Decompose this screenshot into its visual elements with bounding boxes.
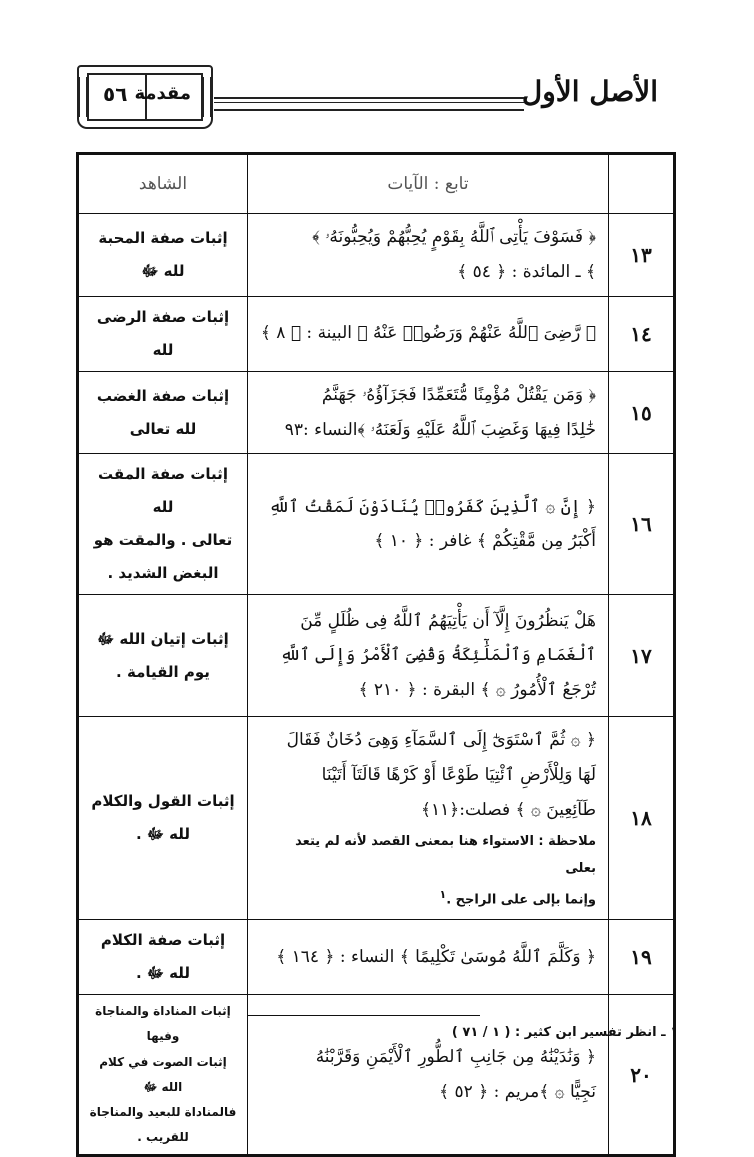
witness-line: لله ﷻ . — [136, 964, 190, 983]
witness-line: إثبات القول والكلام — [91, 792, 235, 811]
verse-line: أَكْبَرُ مِن مَّقْتِكُمْ ﴾ غافر : ﴿ ١٠ ﴾ — [374, 531, 596, 552]
page-number: ٥٦ — [103, 82, 128, 106]
verse-line: ﴿ ۞ ثُمَّ ٱسْتَوَىٰٓ إِلَى ٱلسَّمَآءِ وَهِىَ دُخَانٌ فَقَالَ — [286, 730, 596, 751]
row-number: ١٤ — [609, 296, 675, 371]
verse-line: طَآئِعِينَ ۞ ﴾ فصلت:﴿١١﴾ — [421, 800, 596, 821]
witness-line: إثبات صفة الغضب — [96, 386, 230, 405]
row-number: ١٣ — [609, 214, 675, 297]
verse-cell — [248, 296, 609, 371]
row-number: ١٥ — [609, 371, 675, 454]
witness-line: إثبات صفة الرضى لله — [96, 307, 230, 359]
row-number: ٢٠ — [609, 995, 675, 1156]
table-row — [78, 595, 675, 717]
witness-line: لله تعالى — [129, 419, 197, 438]
witness-cell — [78, 371, 248, 454]
witness-line: لله ﷻ . — [136, 825, 190, 844]
verse-cell — [248, 214, 609, 297]
witness-line: إثبات صفة الكلام — [100, 931, 226, 950]
witness-line: إثبات إتيان الله ﷻ — [97, 629, 229, 648]
table-row — [78, 454, 675, 595]
verse-line: لَهَا وَلِلْأَرْضِ ٱئْتِيَا طَوْعًا أَوْ كَرْهًا قَالَتَآ أَتَيْنَا — [321, 765, 596, 786]
header-rule — [214, 97, 524, 111]
verse-line: ﴿ وَنَٰدَيْنَٰهُ مِن جَانِبِ ٱلطُّورِ ٱلْأَيْمَنِ وَقَرَّبْنَٰهُ — [315, 1046, 596, 1067]
verse-line: تُرْجَعُ ٱلْأُمُورُ ۞ ﴾ البقرة : ﴿ ٢١٠ ﴾ — [358, 680, 596, 701]
verse-line: ﴿ فَسَوْفَ يَأْتِى ٱللَّهُ بِقَوْمٍ يُحِبُّهُمْ وَيُحِبُّونَهُۥ ﴾ — [312, 227, 596, 247]
verse-line: نَجِيًّا ۞ ﴾مريم : ﴿ ٥٢ ﴾ — [439, 1081, 596, 1102]
witness-cell — [78, 454, 248, 595]
verse-line: ﴿ وَمَن يَقْتُلْ مُؤْمِنًا مُّتَعَمِّدًا فَجَزَآؤُهُۥ جَهَنَّمُ — [321, 384, 596, 405]
header-number — [609, 154, 675, 214]
footnote-marker: ١ — [439, 887, 447, 901]
verse-cell — [248, 371, 609, 454]
witness-line: تعالى . والمقت هو — [93, 531, 233, 550]
verses-table — [76, 152, 676, 1157]
book-icon — [77, 65, 213, 129]
page-header — [0, 55, 754, 135]
note-text: وإنما بإلى على الراجح . — [446, 891, 596, 907]
row-number: ١٦ — [609, 454, 675, 595]
row-number: ١٨ — [609, 717, 675, 920]
verse-line: ٱلْغَمَامِ وَٱلْمَلَٰٓئِكَةُ وَقُضِىَ ٱلْأَمْرُ وَإِلَى ٱللَّهِ — [280, 645, 596, 666]
table-header-row — [78, 154, 675, 214]
witness-cell — [78, 920, 248, 995]
witness-cell — [78, 214, 248, 297]
witness-line: البغض الشديد . — [107, 564, 219, 583]
verse-line: ﴾ ـ المائدة : ﴿ ٥٤ ﴾ — [457, 261, 596, 282]
witness-line: إثبات صفة المقت لله — [98, 465, 228, 517]
verse-cell — [248, 454, 609, 595]
witness-line: فالمناداة للبعيد والمناجاة للقريب . — [89, 1104, 237, 1145]
verse-line: ﴿ إِنَّ ۞ ٱلَّذِينَ كَفَرُوا۟ يُنَادَوْنَ لَمَقْتُ ٱللَّهِ — [268, 496, 596, 517]
note-line — [260, 828, 596, 883]
verse-line: خَٰلِدًا فِيهَا وَغَضِبَ ٱللَّهُ عَلَيْهِ وَلَعَنَهُۥ ﴾النساء :٩٣ — [284, 419, 596, 440]
note-line — [260, 883, 596, 914]
witness-line: إثبات صفة المحبة لله ﷻ — [98, 228, 228, 280]
table-row — [78, 717, 675, 920]
chapter-title: الأصل الأول — [521, 75, 658, 108]
witness-cell — [78, 717, 248, 920]
footnote-rule — [248, 1015, 480, 1016]
witness-cell — [78, 595, 248, 717]
table-row — [78, 920, 675, 995]
verse-cell — [248, 920, 609, 995]
verse-line: ﴿ وَكَلَّمَ ٱللَّهُ مُوسَىٰ تَكْلِيمًا ﴾ النساء : ﴿ ١٦٤ ﴾ — [276, 946, 596, 967]
verse-cell — [248, 995, 609, 1156]
row-number: ١٧ — [609, 595, 675, 717]
witness-line: إثبات الصوت في كلام الله ﷻ — [99, 1054, 227, 1094]
footnote: ١ ـ انظر تفسير ابن كثير : ( ١ / ٧١ ) — [451, 1025, 678, 1040]
verse-line: ﴿ رَّضِىَ ٱللَّهُ عَنْهُمْ وَرَضُوا۟ عَنْهُ ﴾ البينة : ﴿ ٨ ﴾ — [260, 323, 596, 344]
verse-cell — [248, 595, 609, 717]
row-number: ١٩ — [609, 920, 675, 995]
witness-cell — [78, 995, 248, 1156]
verse-line: هَلْ يَنظُرُونَ إِلَّآ أَن يَأْتِيَهُمُ ٱللَّهُ فِى ظُلَلٍ مِّنَ — [300, 610, 596, 631]
table-row — [78, 995, 675, 1156]
table-row — [78, 214, 675, 297]
witness-line: إثبات المناداة والمناجاة وفيها — [95, 1004, 231, 1044]
header-witness: الشاهد — [78, 154, 248, 214]
table-row — [78, 371, 675, 454]
witness-line: يوم القيامة . — [116, 662, 210, 681]
table-row — [78, 296, 675, 371]
book-edge-right — [203, 77, 211, 117]
witness-cell — [78, 296, 248, 371]
verse-cell — [248, 717, 609, 920]
header-verses: تابع : الآيات — [248, 154, 609, 214]
section-label: مقدمة — [134, 83, 191, 104]
book-edge-left — [79, 77, 87, 117]
note-text: ملاحظة : الاستواء هنا بمعنى القصد لأنه لم يتعد بعلى — [295, 833, 596, 877]
